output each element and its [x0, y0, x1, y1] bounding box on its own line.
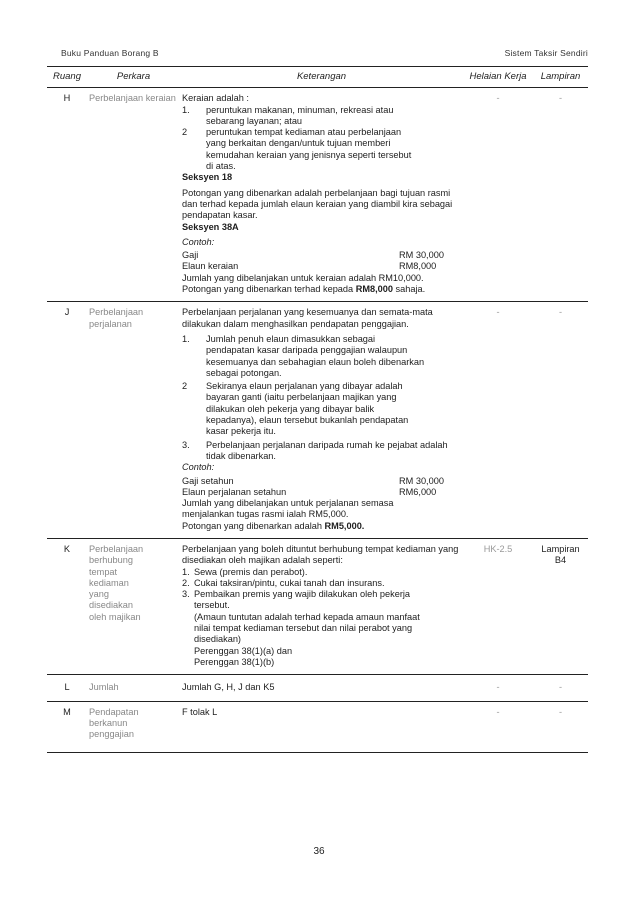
ruang-cell: J [47, 302, 87, 539]
lampiran-cell: - [533, 88, 588, 302]
header-right: Sistem Taksir Sendiri [504, 48, 588, 58]
example-line: Jumlah yang dibelanjakan untuk keraian adalah RM10,000. [182, 272, 424, 283]
table-row-h [47, 88, 588, 302]
example-line: Gaji RM 30,000 [182, 250, 444, 261]
helaian-cell: - [463, 88, 533, 302]
header-left: Buku Panduan Borang B [61, 48, 159, 58]
col-ruang: Ruang [47, 67, 87, 88]
table-header-row [47, 67, 588, 88]
keterangan-cell [180, 88, 463, 302]
example-label: Contoh: [182, 462, 215, 473]
ruang-cell: L [47, 675, 87, 701]
table-row-l [47, 675, 588, 701]
col-helaian-kerja: Helaian Kerja [463, 67, 533, 88]
col-keterangan: Keterangan [180, 67, 463, 88]
table-row-m [47, 701, 588, 753]
helaian-cell: - [463, 675, 533, 701]
note-text: (Amaun tuntutan adalah terhad kepada amaun manfaat nilai tempat kediaman tersebut dan nilai perabot yang disediakan) [194, 611, 420, 645]
section-ref: Perenggan 38(1)(b) [194, 656, 275, 667]
lampiran-cell: - [533, 302, 588, 539]
example-result: Potongan yang dibenarkan terhad kepada RM8,000 sahaja. [182, 284, 426, 295]
list-item: 3. Pembaikan premis yang wajib dilakukan oleh pekerja tersebut. [182, 589, 411, 611]
example-result: Potongan yang dibenarkan adalah RM5,000. [182, 520, 365, 531]
section-ref: Seksyen 18 [182, 172, 233, 183]
col-perkara: Perkara [87, 67, 180, 88]
list-item: 2 peruntukan tempat kediaman atau perbelanjaan yang berkaitan dengan/untuk tujuan memberi kemudahan keraian yang jenisnya seperti tersebut di atas. [182, 127, 412, 172]
lampiran-cell: - [533, 675, 588, 701]
table-row-j [47, 302, 588, 539]
perkara-cell: Perbelanjaan keraian [87, 88, 180, 302]
page-number: 36 [313, 846, 325, 857]
keterangan-cell [180, 538, 463, 674]
keterangan-cell: F tolak L [180, 701, 463, 753]
example-line: Gaji setahun RM 30,000 [182, 475, 444, 486]
paragraph-text: Potongan yang dibenarkan adalah perbelanjaan bagi tujuan rasmi dan terhad kepada jumlah elaun keraian yang diambil kira sebagai pendapatan kasar. [182, 187, 453, 221]
list-item: 2 Sekiranya elaun perjalanan yang dibayar adalah bayaran ganti (iaitu perbelanjaan majikan yang dilakukan oleh pekerja yang dibayar balik kepadanya), elaun tersebut bukanlah pendapatan kasar pekerja itu. [182, 381, 409, 437]
list-item: 1. Jumlah penuh elaun dimasukkan sebagai pendapatan kasar daripada penggajian walaupun kesemuanya dan sebahagian elaun boleh dibenarkan sebagai potongan. [182, 333, 425, 378]
example-label: Contoh: [182, 236, 215, 247]
lampiran-cell: - [533, 701, 588, 753]
ruang-cell: K [47, 538, 87, 674]
list-item: 2. Cukai taksiran/pintu, cukai tanah dan insurans. [182, 577, 385, 588]
helaian-cell: - [463, 302, 533, 539]
list-item: 3. Perbelanjaan perjalanan daripada rumah ke pejabat adalah tidak dibenarkan. [182, 439, 448, 461]
perkara-cell: Pendapatan berkanun penggajian [87, 701, 180, 753]
table-row-k [47, 538, 588, 674]
ruang-cell: M [47, 701, 87, 753]
perkara-cell: Perbelanjaan berhubung tempat kediaman yang disediakan oleh majikan [87, 538, 180, 674]
ruang-cell: H [47, 88, 87, 302]
helaian-cell: - [463, 701, 533, 753]
lampiran-cell: Lampiran B4 [533, 538, 588, 674]
keterangan-cell [180, 302, 463, 539]
example-line: Elaun perjalanan setahun RM6,000 [182, 486, 437, 497]
guide-table [47, 66, 588, 753]
keterangan-cell: Jumlah G, H, J dan K5 [180, 675, 463, 701]
list-item: 1. Sewa (premis dan perabot). [182, 566, 308, 577]
perkara-cell: Perbelanjaan perjalanan [87, 302, 180, 539]
intro-text: Keraian adalah : [182, 93, 249, 104]
intro-text: Perbelanjaan yang boleh dituntut berhubung tempat kediaman yang disediakan oleh majikan adalah seperti: [182, 543, 459, 566]
perkara-cell: Jumlah [87, 675, 180, 701]
list-item: 1. peruntukan makanan, minuman, rekreasi atau sebarang layanan; atau [182, 104, 394, 126]
col-lampiran: Lampiran [533, 67, 588, 88]
intro-text: Perbelanjaan perjalanan yang kesemuanya dan semata-mata dilakukan dalam menghasilkan pendapatan penggajian. [182, 307, 433, 329]
section-ref: Seksyen 38A [182, 221, 239, 232]
section-ref: Perenggan 38(1)(a) dan [194, 645, 293, 656]
example-line: Jumlah yang dibelanjakan untuk perjalanan semasa menjalankan tugas rasmi ialah RM5,000. [182, 498, 394, 520]
helaian-cell: HK-2.5 [463, 538, 533, 674]
example-line: Elaun keraian RM8,000 [182, 261, 437, 272]
